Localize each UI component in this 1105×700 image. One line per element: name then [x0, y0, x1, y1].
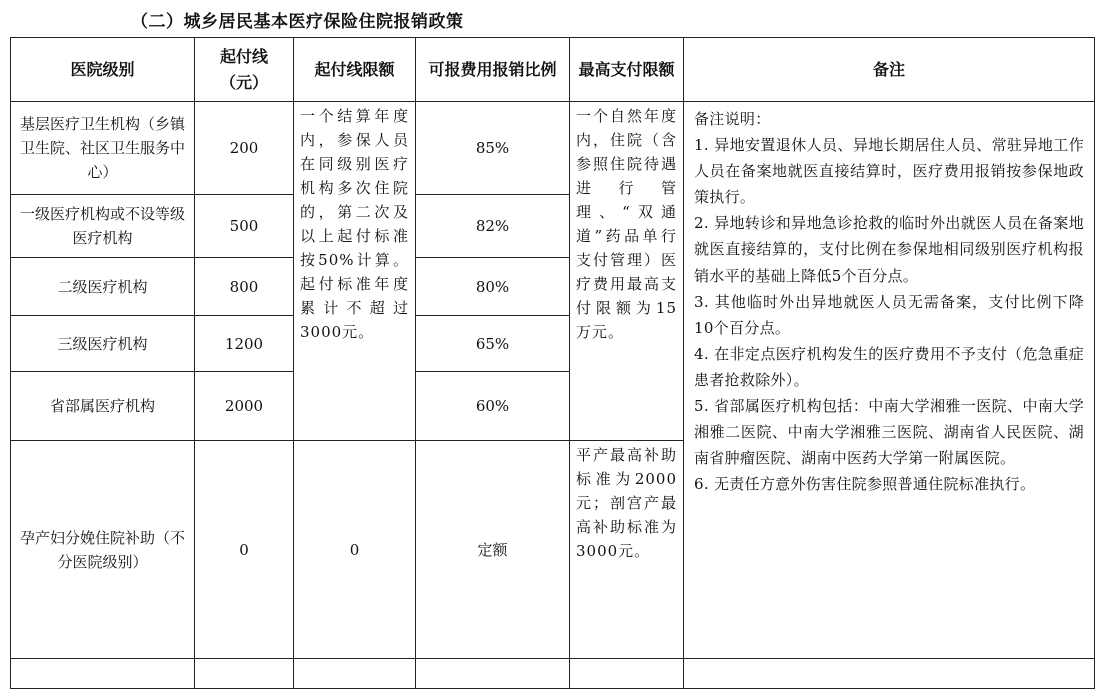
remark-item: 1. 异地安置退休人员、异地长期居住人员、常驻异地工作人员在备案地就医直接结算时，医疗费用报销按参保地政策执行。	[694, 136, 1084, 207]
remarks-cell	[684, 102, 1095, 659]
remark-item: 4. 在非定点医疗机构发生的医疗费用不予支付（危急重症患者抢救除外）。	[694, 344, 1084, 389]
threshold-cell: 1200	[195, 316, 294, 372]
header-row	[11, 38, 1095, 102]
header-max-pay: 最高支付限额	[570, 38, 684, 102]
maternity-level-cell: 孕产妇分娩住院补助（不分医院级别）	[11, 441, 195, 659]
maternity-max-pay-cell: 平产最高补助标准为2000元；剖宫产最高补助标准为3000元。	[570, 441, 684, 659]
threshold-cell: 800	[195, 258, 294, 316]
page-title: （二）城乡居民基本医疗保险住院报销政策	[131, 12, 464, 32]
level-cell: 一级医疗机构或不设等级医疗机构	[11, 195, 195, 258]
header-ratio: 可报费用报销比例	[416, 38, 570, 102]
empty-cell	[416, 659, 570, 689]
level-cell: 基层医疗卫生机构（乡镇卫生院、社区卫生服务中心）	[11, 102, 195, 195]
threshold-cell: 200	[195, 102, 294, 195]
ratio-cell: 82%	[416, 195, 570, 258]
remark-item: 3. 其他临时外出异地就医人员无需备案，支付比例下降10个百分点。	[694, 292, 1084, 337]
threshold-cell: 2000	[195, 372, 294, 441]
level-cell: 二级医疗机构	[11, 258, 195, 316]
ratio-cell: 60%	[416, 372, 570, 441]
remarks-heading: 备注说明：	[694, 110, 771, 128]
threshold-limit-cell: 一个结算年度内，参保人员在同级别医疗机构多次住院的，第二次及以上起付标准按50%计算。起付标准年度累计不超过3000元。	[294, 102, 416, 441]
empty-cell	[11, 659, 195, 689]
empty-cell	[195, 659, 294, 689]
policy-table	[10, 37, 1095, 689]
empty-cell	[294, 659, 416, 689]
threshold-cell: 500	[195, 195, 294, 258]
level-cell: 三级医疗机构	[11, 316, 195, 372]
ratio-cell: 85%	[416, 102, 570, 195]
max-pay-cell: 一个自然年度内，住院（含参照住院待遇进行管理、“双通道”药品单行支付管理）医疗费用最高支付限额为15万元。	[570, 102, 684, 441]
maternity-threshold-cell: 0	[195, 441, 294, 659]
empty-cell	[684, 659, 1095, 689]
remark-item: 6. 无责任方意外伤害住院参照普通住院标准执行。	[694, 475, 1036, 494]
empty-cell	[570, 659, 684, 689]
ratio-cell: 65%	[416, 316, 570, 372]
ratio-cell: 80%	[416, 258, 570, 316]
header-remarks: 备注	[684, 38, 1095, 102]
remark-item: 5. 省部属医疗机构包括：中南大学湘雅一医院、中南大学湘雅二医院、中南大学湘雅三医院、湖南省人民医院、湖南省肿瘤医院、湖南中医药大学第一附属医院。	[694, 397, 1084, 468]
header-level: 医院级别	[11, 38, 195, 102]
maternity-threshold-limit-cell: 0	[294, 441, 416, 659]
header-threshold-limit: 起付线限额	[294, 38, 416, 102]
empty-row	[11, 659, 1095, 689]
remark-item: 2. 异地转诊和异地急诊抢救的临时外出就医人员在备案地就医直接结算的，支付比例在参保地相同级别医疗机构报销水平的基础上降低5个百分点。	[694, 214, 1084, 285]
level-cell: 省部属医疗机构	[11, 372, 195, 441]
header-threshold: 起付线（元）	[195, 38, 294, 102]
table-row	[11, 102, 1095, 195]
maternity-ratio-cell: 定额	[416, 441, 570, 659]
